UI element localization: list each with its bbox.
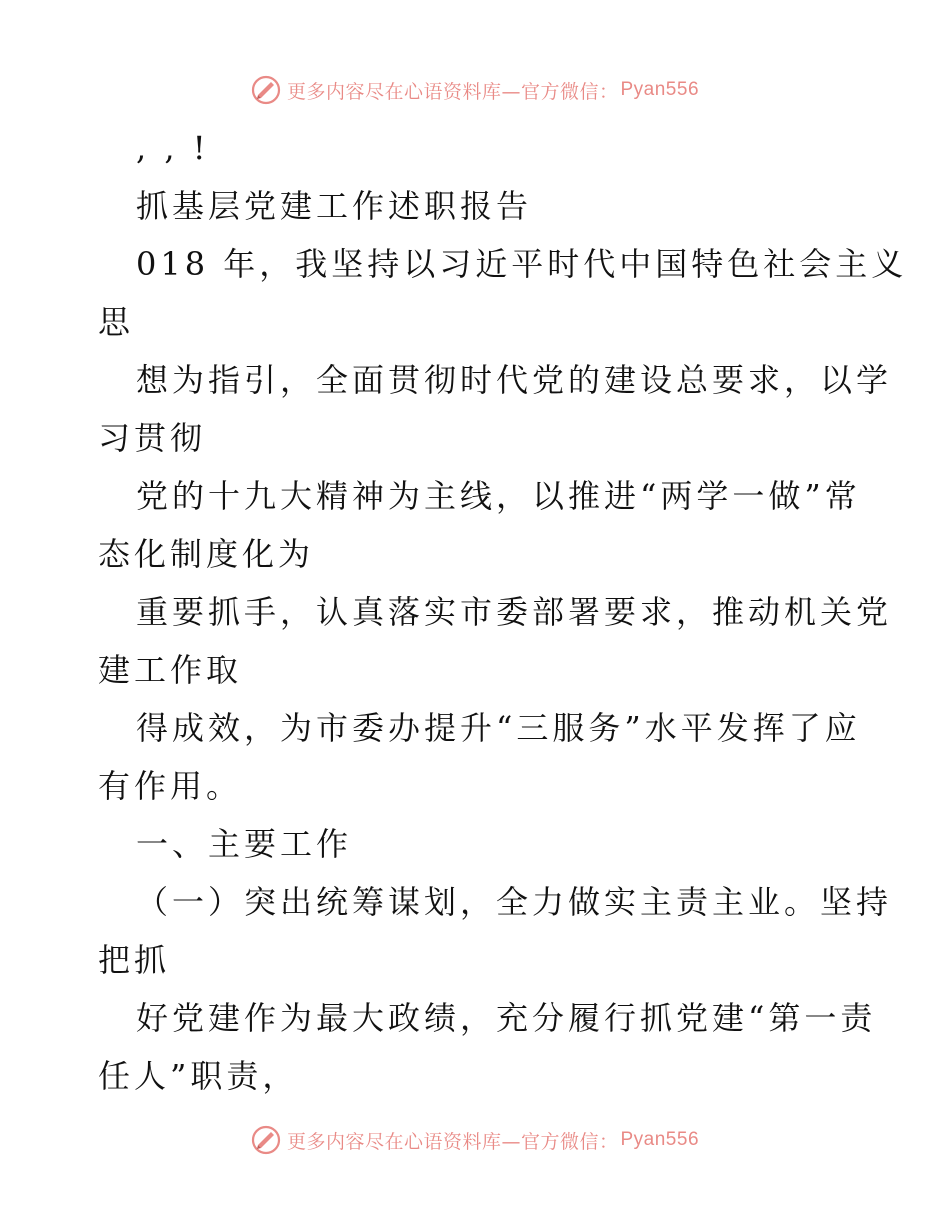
watermark-handle: Pyan556 (620, 79, 700, 100)
watermark-footer (0, 1122, 950, 1158)
paragraph-line: 态化制度化为 (98, 535, 315, 573)
paragraph-line: 好党建作为最大政绩，充分履行抓党建“第一责 (136, 999, 877, 1037)
paragraph-line: 想为指引，全面贯彻时代党的建设总要求，以学 (136, 361, 893, 399)
section-heading: 一、主要工作 (136, 825, 353, 863)
paragraph-line: 把抓 (98, 941, 171, 979)
paragraph-line: 重要抓手，认真落实市委部署要求，推动机关党 (136, 593, 893, 631)
watermark-text: 更多内容尽在心语资料库—官方微信： (286, 80, 619, 103)
paragraph-line: 习贯彻 (98, 419, 207, 457)
paragraph-line: 得成效，为市委办提升“三服务”水平发挥了应 (136, 709, 861, 747)
paragraph-line: 018 年，我坚持以习近平时代中国特色社会主义 (136, 245, 908, 283)
watermark-header (0, 72, 950, 108)
paragraph-line: （一）突出统筹谋划，全力做实主责主业。坚持 (136, 883, 893, 921)
paragraph-line: 有作用。 (98, 767, 243, 805)
paragraph-line: 思 (98, 303, 135, 341)
watermark-text: 更多内容尽在心语资料库—官方微信： (286, 1130, 619, 1153)
paragraph-line: 党的十九大精神为主线，以推进“两学一做”常 (136, 477, 861, 515)
document-title: 抓基层党建工作述职报告 (136, 187, 533, 225)
watermark-handle: Pyan556 (620, 1129, 700, 1150)
brand-logo-icon (251, 75, 281, 105)
punctuation-line: , , ! (136, 129, 210, 167)
paragraph-line: 建工作取 (98, 651, 243, 689)
paragraph-line: 任人”职责， (98, 1057, 299, 1095)
brand-logo-icon (251, 1125, 281, 1155)
